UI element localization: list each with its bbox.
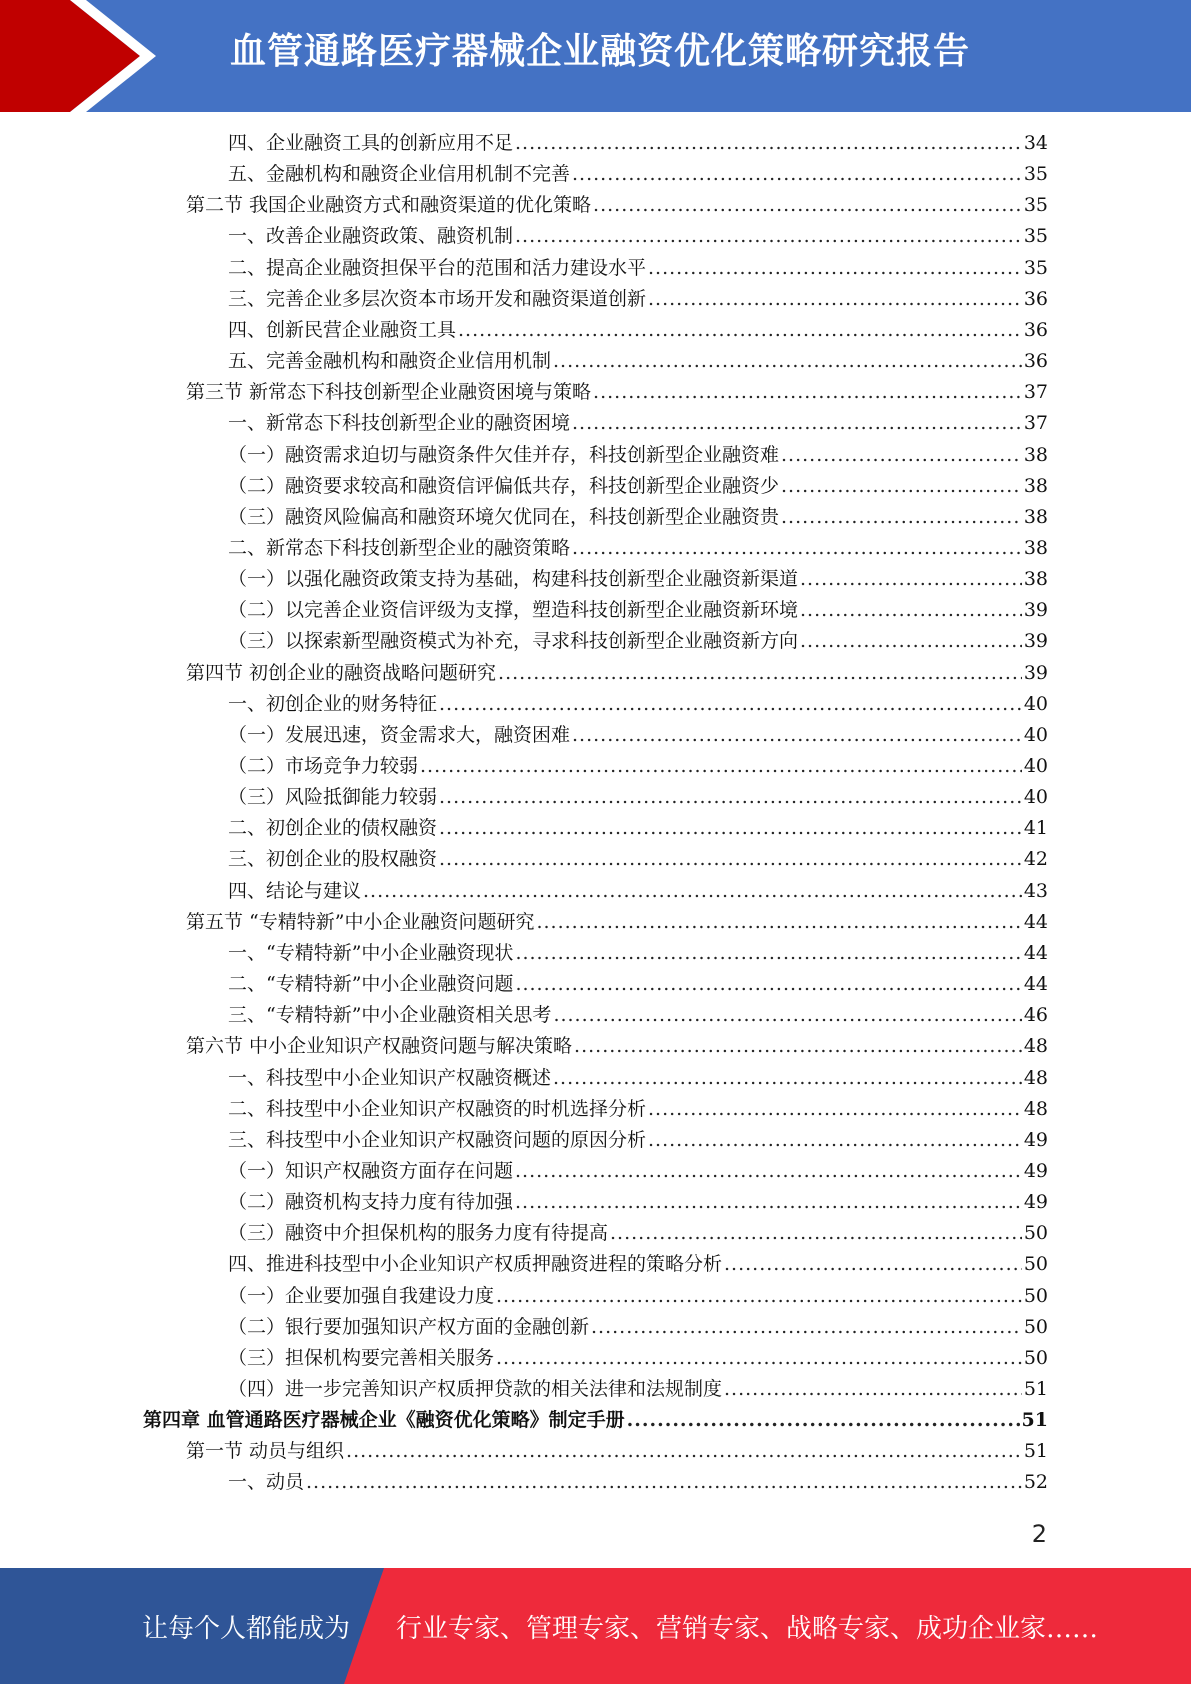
toc-entry-page: 48 [1023, 1066, 1048, 1089]
toc-entry-page: 44 [1023, 973, 1048, 996]
toc-leader-dots [553, 1063, 1022, 1094]
toc-entry-page: 40 [1023, 692, 1048, 715]
toc-leader-dots [515, 1187, 1022, 1218]
toc-entry-title: 一、新常态下科技创新型企业的融资困境 [228, 412, 571, 435]
toc-leader-dots [572, 159, 1022, 190]
toc-entry-title: 四、创新民营企业融资工具 [228, 318, 457, 341]
toc-entry-page: 49 [1023, 1191, 1048, 1214]
toc-entry-title: 二、新常态下科技创新型企业的融资策略 [228, 536, 571, 559]
toc-entry-page: 52 [1023, 1471, 1048, 1494]
toc-entry[interactable] [228, 440, 1048, 471]
toc-entry-page: 39 [1023, 599, 1048, 622]
toc-entry-title: 第二节 我国企业融资方式和融资渠道的优化策略 [186, 194, 592, 217]
toc-entry[interactable] [228, 969, 1048, 1000]
toc-leader-dots [515, 128, 1022, 159]
toc-entry[interactable] [228, 595, 1048, 626]
toc-entry-page: 40 [1023, 786, 1048, 809]
toc-leader-dots [498, 658, 1022, 689]
toc-leader-dots [346, 1436, 1022, 1467]
toc-leader-dots [610, 1218, 1022, 1249]
toc-entry-title: 一、“专精特新”中小企业融资现状 [228, 941, 514, 964]
toc-entry-title: （三）担保机构要完善相关服务 [228, 1346, 495, 1369]
toc-leader-dots [458, 315, 1022, 346]
toc-leader-dots [648, 1094, 1022, 1125]
toc-leader-dots [724, 1249, 1022, 1280]
toc-leader-dots [648, 284, 1022, 315]
toc-entry-page: 39 [1023, 630, 1048, 653]
toc-entry[interactable] [228, 346, 1048, 377]
toc-leader-dots [781, 440, 1022, 471]
toc-entry-title: 四、推进科技型中小企业知识产权质押融资进程的策略分析 [228, 1253, 723, 1276]
toc-entry-page: 36 [1023, 350, 1048, 373]
toc-entry-title: （三）风险抵御能力较弱 [228, 786, 438, 809]
toc-entry[interactable] [228, 221, 1048, 252]
toc-entry[interactable] [228, 284, 1048, 315]
toc-entry[interactable] [228, 720, 1048, 751]
toc-entry-title: 一、改善企业融资政策、融资机制 [228, 225, 514, 248]
toc-leader-dots [593, 190, 1022, 221]
toc-entry-title: 二、初创企业的债权融资 [228, 817, 438, 840]
toc-entry-title: 第五节 “专精特新”中小企业融资问题研究 [186, 910, 535, 933]
toc-leader-dots [439, 782, 1022, 813]
toc-leader-dots [515, 221, 1022, 252]
toc-entry[interactable] [228, 782, 1048, 813]
toc-leader-dots [591, 1312, 1022, 1343]
toc-entry-page: 35 [1023, 163, 1048, 186]
toc-entry[interactable] [228, 1156, 1048, 1187]
toc-entry[interactable] [228, 315, 1048, 346]
toc-entry-page: 38 [1023, 474, 1048, 497]
toc-entry-page: 42 [1023, 848, 1048, 871]
toc-entry[interactable] [228, 128, 1048, 159]
toc-entry-title: （二）融资要求较高和融资信评偏低共存，科技创新型企业融资少 [228, 474, 780, 497]
toc-leader-dots [724, 1374, 1022, 1405]
toc-entry-title: 三、科技型中小企业知识产权融资问题的原因分析 [228, 1128, 647, 1151]
toc-entry-page: 36 [1023, 287, 1048, 310]
toc-entry-page: 51 [1021, 1409, 1048, 1432]
toc-entry-title: 五、完善金融机构和融资企业信用机制 [228, 350, 552, 373]
toc-entry[interactable] [186, 377, 1048, 408]
toc-leader-dots [515, 938, 1021, 969]
toc-leader-dots [420, 751, 1022, 782]
toc-entry-title: （二）市场竞争力较弱 [228, 755, 419, 777]
toc-entry-title: （三）融资中介担保机构的服务力度有待提高 [228, 1222, 609, 1245]
toc-entry-title: （一）知识产权融资方面存在问题 [228, 1159, 514, 1182]
toc-entry[interactable] [228, 1000, 1048, 1031]
toc-entry-title: 四、企业融资工具的创新应用不足 [228, 132, 514, 154]
toc-leader-dots [572, 720, 1022, 751]
toc-leader-dots [306, 1467, 1022, 1498]
toc-leader-dots [439, 813, 1022, 844]
toc-leader-dots [781, 502, 1022, 533]
toc-entry-title: （三）以探索新型融资模式为补充，寻求科技创新型企业融资新方向 [228, 630, 799, 653]
toc-leader-dots [515, 969, 1021, 1000]
toc-entry[interactable] [228, 533, 1048, 564]
toc-entry-page: 39 [1023, 661, 1048, 684]
toc-entry[interactable] [228, 626, 1048, 657]
toc-entry[interactable] [228, 159, 1048, 190]
toc-entry-title: 一、初创企业的财务特征 [228, 692, 438, 715]
toc-entry-page: 50 [1023, 1284, 1048, 1307]
toc-entry-title: （一）企业要加强自我建设力度 [228, 1284, 495, 1307]
toc-entry-page: 38 [1023, 443, 1048, 466]
toc-leader-dots [781, 471, 1022, 502]
toc-leader-dots [515, 1156, 1022, 1187]
toc-entry[interactable] [228, 1187, 1048, 1218]
toc-entry[interactable] [143, 1405, 1048, 1436]
toc-entry[interactable] [186, 190, 1048, 221]
toc-leader-dots [439, 689, 1022, 720]
toc-entry-page: 51 [1023, 1440, 1048, 1463]
toc-leader-dots [800, 626, 1022, 657]
toc-entry[interactable] [228, 1281, 1048, 1312]
toc-entry-page: 48 [1023, 1035, 1048, 1058]
toc-leader-dots [627, 1405, 1020, 1436]
toc-entry-title: 二、“专精特新”中小企业融资问题 [228, 973, 514, 996]
toc-leader-dots [800, 564, 1022, 595]
toc-leader-dots [572, 408, 1022, 439]
toc-entry-page: 50 [1023, 1346, 1048, 1369]
toc-entry[interactable] [228, 1374, 1048, 1405]
toc-entry[interactable] [228, 253, 1048, 284]
toc-entry-page: 44 [1023, 910, 1048, 933]
toc-leader-dots [363, 876, 1022, 907]
toc-entry-title: 五、金融机构和融资企业信用机制不完善 [228, 163, 571, 186]
toc-entry-page: 48 [1023, 1097, 1048, 1120]
toc-entry[interactable] [228, 876, 1048, 907]
toc-entry-page: 40 [1023, 723, 1048, 746]
toc-leader-dots [648, 253, 1022, 284]
toc-leader-dots [574, 1031, 1022, 1062]
toc-entry[interactable] [186, 658, 1048, 689]
toc-entry-title: 四、结论与建议 [228, 879, 362, 902]
toc-entry[interactable] [228, 689, 1048, 720]
toc-entry[interactable] [228, 408, 1048, 439]
toc-entry-title: （二）融资机构支持力度有待加强 [228, 1191, 514, 1214]
toc-entry-title: 二、科技型中小企业知识产权融资的时机选择分析 [228, 1097, 647, 1120]
toc-entry-title: （四）进一步完善知识产权质押贷款的相关法律和法规制度 [228, 1378, 723, 1400]
toc-entry[interactable] [228, 751, 1048, 782]
toc-leader-dots [572, 533, 1022, 564]
toc-leader-dots [800, 595, 1022, 626]
toc-entry[interactable] [228, 1343, 1048, 1374]
toc-entry[interactable] [186, 1031, 1048, 1062]
footer-slogan-right: 行业专家、管理专家、营销专家、战略专家、成功企业家…… [396, 1614, 1099, 1644]
toc-entry-page: 38 [1023, 568, 1048, 591]
toc-entry[interactable] [228, 1467, 1048, 1498]
toc-entry-title: 三、完善企业多层次资本市场开发和融资渠道创新 [228, 287, 647, 310]
footer-slogan-left: 让每个人都能成为 [142, 1614, 351, 1644]
toc-entry-title: （二）以完善企业资信评级为支撑，塑造科技创新型企业融资新环境 [228, 599, 799, 622]
toc-entry[interactable] [186, 907, 1048, 938]
toc-leader-dots [439, 844, 1022, 875]
toc-entry-title: 一、科技型中小企业知识产权融资概述 [228, 1066, 552, 1089]
toc-entry-title: （三）融资风险偏高和融资环境欠优同在，科技创新型企业融资贵 [228, 505, 780, 528]
toc-entry[interactable] [228, 1249, 1048, 1280]
toc-entry-page: 40 [1023, 755, 1048, 777]
toc-entry-title: 二、提高企业融资担保平台的范围和活力建设水平 [228, 256, 647, 279]
toc-entry[interactable] [186, 1436, 1048, 1467]
toc-entry-title: 三、“专精特新”中小企业融资相关思考 [228, 1004, 552, 1027]
page-footer [0, 1568, 1191, 1684]
toc-entry-page: 50 [1023, 1222, 1048, 1245]
toc-entry-page: 49 [1023, 1159, 1048, 1182]
toc-entry-page: 37 [1023, 381, 1048, 404]
page-header [0, 0, 1191, 112]
toc-entry-title: （二）银行要加强知识产权方面的金融创新 [228, 1315, 590, 1338]
toc-entry[interactable] [228, 844, 1048, 875]
toc-leader-dots [648, 1125, 1022, 1156]
page-number: 2 [1031, 1520, 1047, 1548]
toc-entry-page: 46 [1023, 1004, 1048, 1027]
toc-entry-title: 第一节 动员与组织 [186, 1440, 345, 1463]
toc-entry-title: （一）以强化融资政策支持为基础，构建科技创新型企业融资新渠道 [228, 568, 799, 591]
toc-entry-title: 第四节 初创企业的融资战略问题研究 [186, 661, 497, 684]
toc-leader-dots [553, 1000, 1021, 1031]
report-title: 血管通路医疗器械企业融资优化策略研究报告 [229, 31, 970, 72]
toc-leader-dots [496, 1343, 1022, 1374]
toc-entry-page: 43 [1023, 879, 1048, 902]
toc-entry-page: 34 [1023, 132, 1048, 154]
toc-entry[interactable] [228, 813, 1048, 844]
toc-entry-title: 一、动员 [228, 1471, 305, 1494]
toc-entry[interactable] [228, 1063, 1048, 1094]
toc-leader-dots [593, 377, 1022, 408]
toc-entry-title: 第四章 血管通路医疗器械企业《融资优化策略》制定手册 [143, 1409, 625, 1432]
toc-entry-page: 38 [1023, 536, 1048, 559]
toc-entry-title: 三、初创企业的股权融资 [228, 848, 438, 871]
toc-leader-dots [496, 1281, 1022, 1312]
toc-entry-page: 41 [1023, 817, 1048, 840]
toc-entry-page: 50 [1023, 1315, 1048, 1338]
toc-entry-page: 36 [1023, 318, 1048, 341]
toc-entry[interactable] [228, 471, 1048, 502]
toc-entry-title: （一）发展迅速，资金需求大，融资困难 [228, 723, 571, 746]
toc-entry-page: 44 [1023, 941, 1048, 964]
toc-entry-page: 35 [1023, 194, 1048, 217]
toc-leader-dots [536, 907, 1021, 938]
toc-entry-title: （一）融资需求迫切与融资条件欠佳并存，科技创新型企业融资难 [228, 443, 780, 466]
toc-entry-title: 第六节 中小企业知识产权融资问题与解决策略 [186, 1035, 573, 1058]
toc-entry[interactable] [228, 1312, 1048, 1343]
toc-entry[interactable] [228, 1094, 1048, 1125]
toc-entry[interactable] [228, 1125, 1048, 1156]
toc-entry-page: 51 [1023, 1378, 1048, 1400]
toc-entry[interactable] [228, 564, 1048, 595]
toc-entry-page: 50 [1023, 1253, 1048, 1276]
toc-leader-dots [553, 346, 1022, 377]
toc-entry-page: 35 [1023, 225, 1048, 248]
toc-entry-page: 37 [1023, 412, 1048, 435]
toc-entry-page: 35 [1023, 256, 1048, 279]
toc-entry[interactable] [228, 938, 1048, 969]
toc-entry-title: 第三节 新常态下科技创新型企业融资困境与策略 [186, 381, 592, 404]
toc-entry-page: 38 [1023, 505, 1048, 528]
toc-entry[interactable] [228, 1218, 1048, 1249]
toc-entry-page: 49 [1023, 1128, 1048, 1151]
toc-entry[interactable] [228, 502, 1048, 533]
